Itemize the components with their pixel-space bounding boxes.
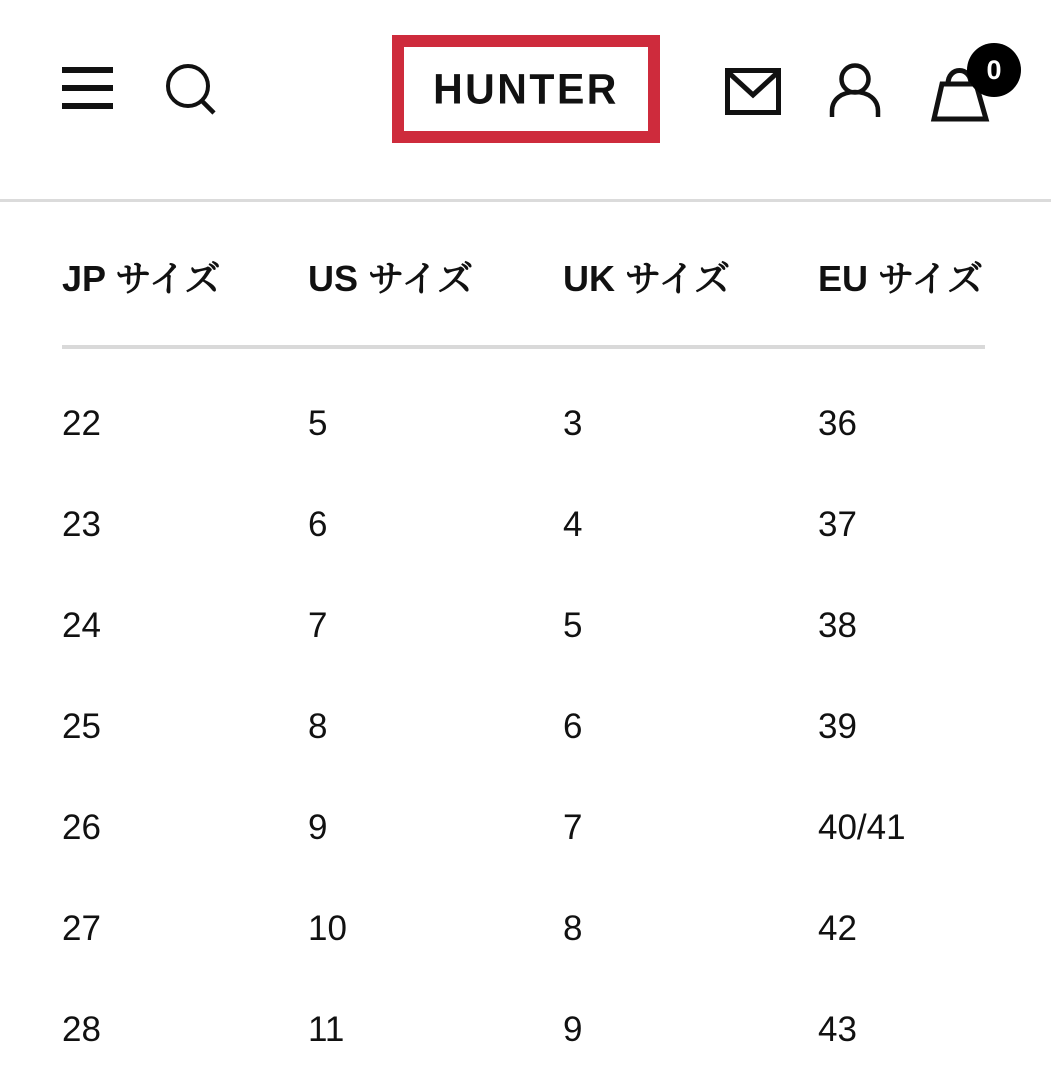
table-header-row <box>62 256 1051 302</box>
column-header: US サイズ <box>308 258 474 299</box>
table-cell: 9 <box>563 1009 583 1049</box>
table-row <box>62 474 1051 575</box>
search-icon <box>162 60 220 118</box>
table-cell: 25 <box>62 706 101 746</box>
table-cell: 38 <box>818 605 857 645</box>
table-cell: 3 <box>563 403 583 443</box>
mail-icon <box>725 68 781 116</box>
table-cell: 26 <box>62 807 101 847</box>
mail-button[interactable] <box>725 68 781 116</box>
table-row <box>62 575 1051 676</box>
table-cell: 27 <box>62 908 101 948</box>
search-button[interactable] <box>162 60 220 118</box>
table-cell: 39 <box>818 706 857 746</box>
table-cell: 8 <box>308 706 328 746</box>
brand-logo-text: HUNTER <box>433 64 619 113</box>
table-cell: 9 <box>308 807 328 847</box>
table-row <box>62 979 1051 1080</box>
table-cell: 6 <box>308 504 328 544</box>
table-header-divider <box>62 345 985 349</box>
table-cell: 40/41 <box>818 807 906 847</box>
person-icon <box>828 58 884 120</box>
brand-logo[interactable] <box>392 35 660 143</box>
size-conversion-table <box>0 256 1051 1080</box>
table-cell: 43 <box>818 1009 857 1049</box>
table-cell: 6 <box>563 706 583 746</box>
column-header: JP サイズ <box>62 258 221 299</box>
table-cell: 22 <box>62 403 101 443</box>
table-cell: 11 <box>308 1009 345 1049</box>
column-header: EU サイズ <box>818 258 984 299</box>
table-cell: 8 <box>563 908 583 948</box>
table-cell: 23 <box>62 504 101 544</box>
account-button[interactable] <box>828 58 884 120</box>
table-cell: 10 <box>308 908 347 948</box>
hamburger-icon <box>62 67 113 73</box>
table-row <box>62 373 1051 474</box>
table-row <box>62 878 1051 979</box>
table-cell: 24 <box>62 605 101 645</box>
header-bar <box>0 0 1051 202</box>
table-body <box>62 373 1051 1080</box>
column-header: UK サイズ <box>563 258 731 299</box>
menu-button[interactable] <box>62 67 113 110</box>
table-row <box>62 777 1051 878</box>
table-cell: 5 <box>308 403 328 443</box>
cart-count-badge[interactable]: 0 <box>967 43 1021 97</box>
table-cell: 7 <box>563 807 583 847</box>
table-cell: 4 <box>563 504 583 544</box>
table-cell: 42 <box>818 908 857 948</box>
table-row <box>62 676 1051 777</box>
table-cell: 36 <box>818 403 857 443</box>
table-cell: 7 <box>308 605 328 645</box>
table-cell: 28 <box>62 1009 101 1049</box>
table-cell: 5 <box>563 605 583 645</box>
table-cell: 37 <box>818 504 857 544</box>
